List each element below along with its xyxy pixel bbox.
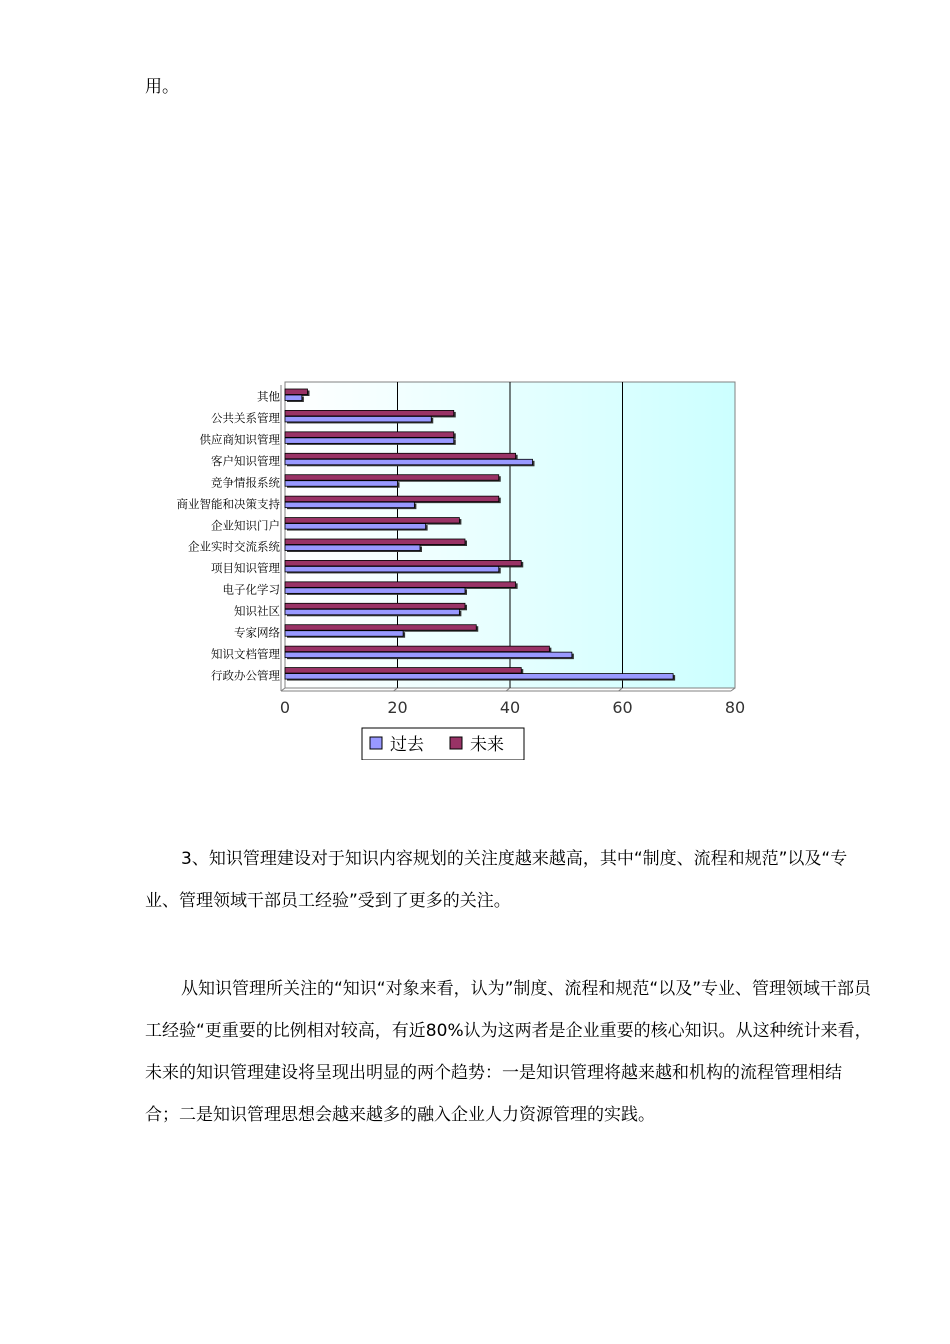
category-label: 商业智能和决策支持 [176, 496, 280, 511]
bar-past [285, 674, 673, 680]
legend-label-future: 未来 [470, 735, 504, 755]
bar-future [285, 646, 549, 652]
paragraph-4: 从知识管理所关注的“知识“对象来看，认为”制度、流程和规范“以及”专业、管理领域干部员工经验“更重要的比例相对较高，有近80%认为这两者是企业重要的核心知识。从这种统计来看，未来的知识管理建设将呈现出明显的两个趋势：一是知识管理将越来越和机构的流程管理相结合；二是知识管理思想会越来越多的融入企业人力资源管理的实践。 [145, 979, 872, 1125]
category-label: 行政办公管理 [211, 668, 280, 683]
bar-future [285, 410, 454, 416]
bar-past [285, 609, 459, 615]
category-labels [177, 390, 281, 683]
bar-future [285, 389, 308, 395]
category-label: 其他 [257, 389, 280, 404]
bar-past [285, 502, 414, 508]
chart-legend [362, 728, 524, 760]
bar-future [285, 668, 521, 674]
category-label: 知识社区 [234, 604, 280, 618]
bar-future [285, 582, 516, 588]
category-label: 知识文档管理 [211, 646, 280, 661]
bar-future [285, 560, 521, 566]
bar-chart [140, 370, 750, 760]
bar-past [285, 416, 431, 422]
legend-label-past: 过去 [390, 735, 424, 755]
category-label: 项目知识管理 [211, 561, 280, 576]
x-axis-ticks [280, 698, 745, 717]
plot-background [281, 382, 735, 691]
bar-future [285, 432, 454, 438]
category-label: 供应商知识管理 [199, 432, 280, 447]
bar-past [285, 481, 398, 487]
x-tick-label: 20 [387, 698, 408, 717]
bar-past [285, 524, 426, 530]
bar-past [285, 588, 465, 594]
category-label: 电子化学习 [222, 582, 280, 597]
bar-future [285, 518, 459, 524]
bar-future [285, 625, 476, 631]
bar-past [285, 652, 572, 658]
bar-past [285, 438, 454, 444]
x-tick-label: 40 [499, 698, 521, 717]
bar-past [285, 566, 499, 572]
bar-past [285, 395, 302, 401]
bar-future [285, 453, 516, 459]
category-label: 客户知识管理 [211, 454, 280, 468]
bar-past [285, 459, 533, 465]
paragraph-3: 3、知识管理建设对于知识内容规划的关注度越来越高，其中“制度、流程和规范”以及“专业、管理领域干部员工经验”受到了更多的关注。 [145, 849, 848, 911]
bar-past [285, 631, 403, 637]
x-tick-label: 80 [724, 698, 746, 717]
x-tick-label: 60 [612, 698, 633, 717]
category-label: 企业知识门户 [211, 518, 280, 533]
lead-text: 用。 [145, 77, 179, 97]
category-label: 专家网络 [234, 625, 280, 640]
bar-future [285, 475, 499, 481]
category-label: 公共关系管理 [211, 411, 280, 426]
category-label: 竞争情报系统 [211, 475, 280, 490]
legend-swatch-past [370, 737, 382, 749]
legend-swatch-future [450, 737, 462, 749]
bar-future [285, 539, 465, 545]
category-label: 企业实时交流系统 [188, 539, 280, 554]
x-tick-label: 0 [279, 698, 291, 717]
bar-past [285, 545, 420, 551]
bar-future [285, 496, 499, 502]
bar-future [285, 603, 465, 609]
